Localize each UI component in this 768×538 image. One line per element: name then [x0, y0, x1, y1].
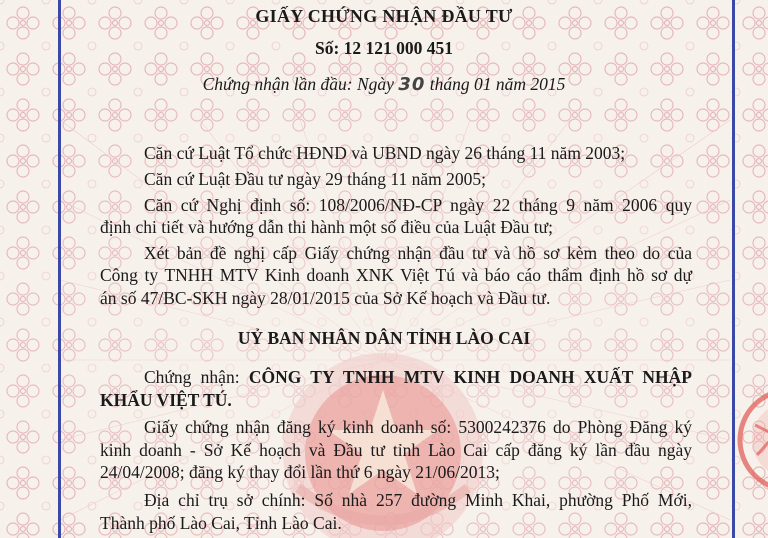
committee-heading: UỶ BAN NHÂN DÂN TỈNH LÀO CAI	[237, 328, 531, 348]
basis-line-2: Căn cứ Luật Đầu tư ngày 29 tháng 11 năm 2005;	[144, 169, 487, 189]
certificate-number: Số: 12 121 000 451	[314, 38, 454, 58]
company-name-line-2: KHẨU VIỆT TÚ.	[100, 390, 232, 410]
basis-line-4: định chi tiết và hướng dẫn thi hành một số điều của Luật Đầu tư;	[100, 217, 553, 237]
registration-line-2: kinh doanh - Sở Kế hoạch và Đầu tư tỉnh Lào Cai cấp đăng ký lần đầu ngày	[100, 440, 692, 460]
registration-line-3: 24/04/2008; đăng ký thay đổi lần thứ 6 ngày 21/06/2013;	[100, 462, 500, 482]
basis-line-6: Công ty TNHH MTV Kinh doanh XNK Việt Tú và báo cáo thẩm định hồ sơ dự	[100, 265, 692, 285]
certify-label: Chứng nhận:	[144, 367, 240, 387]
registration-line-1: Giấy chứng nhận đăng ký kinh doanh số: 5300242376 do Phòng Đăng ký	[144, 417, 692, 437]
first-certification-date	[0, 74, 768, 95]
document-title: GIẤY CHỨNG NHẬN ĐẦU TƯ	[255, 6, 513, 26]
basis-line-7: án số 47/BC-SKH ngày 28/01/2015 của Sở Kế hoạch và Đầu tư.	[100, 288, 551, 308]
basis-line-1: Căn cứ Luật Tổ chức HĐND và UBND ngày 26 tháng 11 năm 2003;	[144, 143, 626, 163]
red-seal-stamp	[735, 385, 768, 495]
company-name-line-1: CÔNG TY TNHH MTV KINH DOANH XUẤT NHẬP	[248, 367, 692, 387]
basis-line-3: Căn cứ Nghị định số: 108/2006/NĐ-CP ngày 22 tháng 9 năm 2006 quy	[144, 195, 692, 215]
address-line-2: Thành phố Lào Cai, Tỉnh Lào Cai.	[100, 513, 342, 533]
certify-line	[144, 367, 692, 387]
address-line-1: Địa chỉ trụ sở chính: Số nhà 257 đường Minh Khai, phường Phố Mới,	[144, 490, 692, 510]
first-cert-suffix: tháng 01 năm 2015	[429, 74, 566, 94]
first-cert-day: 30	[398, 74, 426, 95]
first-cert-prefix: Chứng nhận lần đầu: Ngày	[202, 74, 394, 94]
basis-line-5: Xét bản đề nghị cấp Giấy chứng nhận đầu tư và hồ sơ kèm theo do của	[144, 243, 692, 263]
